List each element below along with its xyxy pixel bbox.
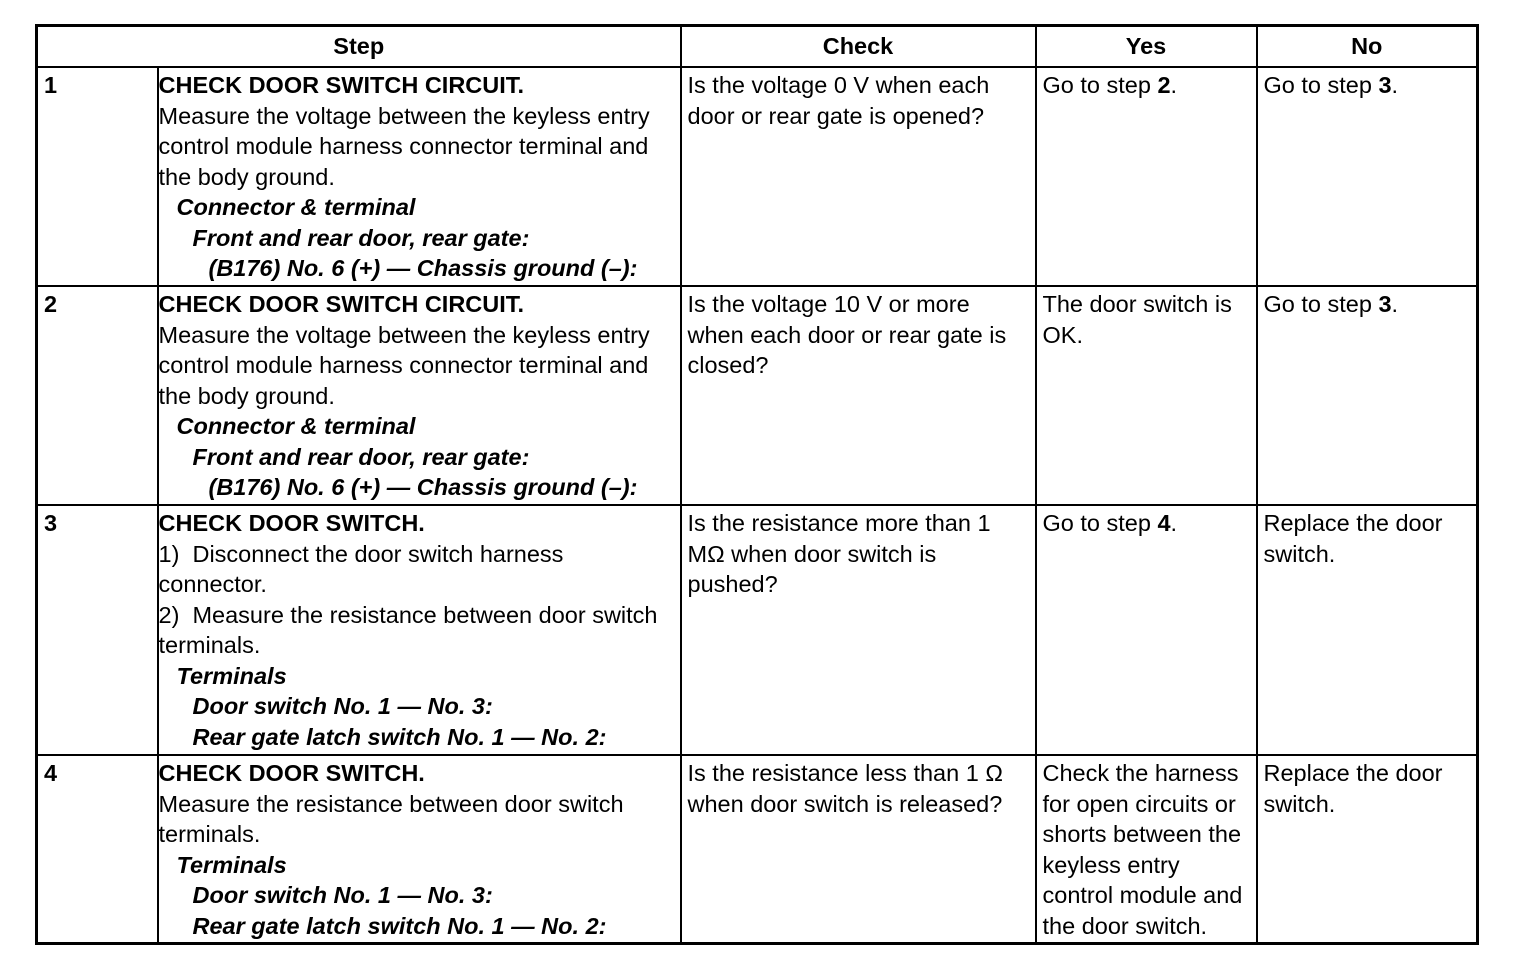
check-cell: Is the voltage 10 V or more when each door or rear gate is closed? bbox=[681, 286, 1036, 505]
yes-cell: Go to step 4. bbox=[1036, 505, 1257, 755]
spec-value: Door switch No. 1 — No. 3: bbox=[192, 882, 493, 908]
spec-value: (B176) No. 6 (+) — Chassis ground (–): bbox=[208, 255, 638, 281]
spec-value: Door switch No. 1 — No. 3: bbox=[192, 693, 493, 719]
step-title: CHECK DOOR SWITCH CIRCUIT. bbox=[158, 72, 525, 98]
substep-number: 2) bbox=[158, 601, 180, 628]
header-check: Check bbox=[681, 26, 1036, 68]
spec-heading: Terminals bbox=[176, 851, 287, 878]
check-cell: Is the voltage 0 V when each door or rear gate is opened? bbox=[681, 67, 1036, 286]
header-no: No bbox=[1257, 26, 1478, 68]
step-substep bbox=[159, 600, 674, 661]
yes-cell: Go to step 2. bbox=[1036, 67, 1257, 286]
header-yes: Yes bbox=[1036, 26, 1257, 68]
no-cell: Go to step 3. bbox=[1257, 67, 1478, 286]
step-description: Measure the voltage between the keyless entry control module harness connector terminal and the body ground. bbox=[158, 321, 650, 409]
diagnostic-procedure-table bbox=[35, 24, 1479, 945]
spec-heading: Connector & terminal bbox=[176, 194, 416, 220]
step-description: Measure the voltage between the keyless entry control module harness connector terminal and the body ground. bbox=[158, 102, 650, 190]
header-step: Step bbox=[37, 26, 681, 68]
step-cell bbox=[158, 505, 681, 755]
spec-value: Rear gate latch switch No. 1 — No. 2: bbox=[192, 912, 607, 939]
no-cell: Replace the door switch. bbox=[1257, 505, 1478, 755]
spec-subheading: Front and rear door, rear gate: bbox=[192, 224, 530, 251]
spec-value: (B176) No. 6 (+) — Chassis ground (–): bbox=[208, 474, 638, 500]
table-header-row bbox=[37, 26, 1478, 68]
table-row bbox=[37, 67, 1478, 286]
no-cell: Replace the door switch. bbox=[1257, 755, 1478, 943]
step-number: 1 bbox=[37, 67, 158, 286]
step-title: CHECK DOOR SWITCH CIRCUIT. bbox=[158, 291, 525, 317]
substep-text: Disconnect the door switch harness connector. bbox=[158, 540, 564, 597]
yes-cell: Check the harness for open circuits or shorts between the keyless entry control module and the door switch. bbox=[1036, 755, 1257, 943]
step-number: 2 bbox=[37, 286, 158, 505]
step-cell bbox=[158, 286, 681, 505]
step-number: 3 bbox=[37, 505, 158, 755]
step-title: CHECK DOOR SWITCH. bbox=[158, 760, 425, 786]
substep-text: Measure the resistance between door switch terminals. bbox=[158, 601, 658, 658]
spec-subheading: Front and rear door, rear gate: bbox=[192, 443, 530, 470]
substep-number: 1) bbox=[158, 540, 180, 567]
step-cell bbox=[158, 67, 681, 286]
step-description: Measure the resistance between door switch terminals. bbox=[158, 790, 624, 847]
spec-heading: Connector & terminal bbox=[176, 413, 416, 439]
check-cell: Is the resistance more than 1 MΩ when door switch is pushed? bbox=[681, 505, 1036, 755]
step-number: 4 bbox=[37, 755, 158, 943]
table-row bbox=[37, 286, 1478, 505]
no-cell: Go to step 3. bbox=[1257, 286, 1478, 505]
check-cell: Is the resistance less than 1 Ω when door switch is released? bbox=[681, 755, 1036, 943]
table-row bbox=[37, 505, 1478, 755]
table-row bbox=[37, 755, 1478, 943]
spec-value: Rear gate latch switch No. 1 — No. 2: bbox=[192, 723, 607, 750]
step-title: CHECK DOOR SWITCH. bbox=[158, 510, 425, 536]
yes-cell: The door switch is OK. bbox=[1036, 286, 1257, 505]
spec-heading: Terminals bbox=[176, 662, 287, 689]
step-cell bbox=[158, 755, 681, 943]
step-substep bbox=[159, 539, 674, 600]
